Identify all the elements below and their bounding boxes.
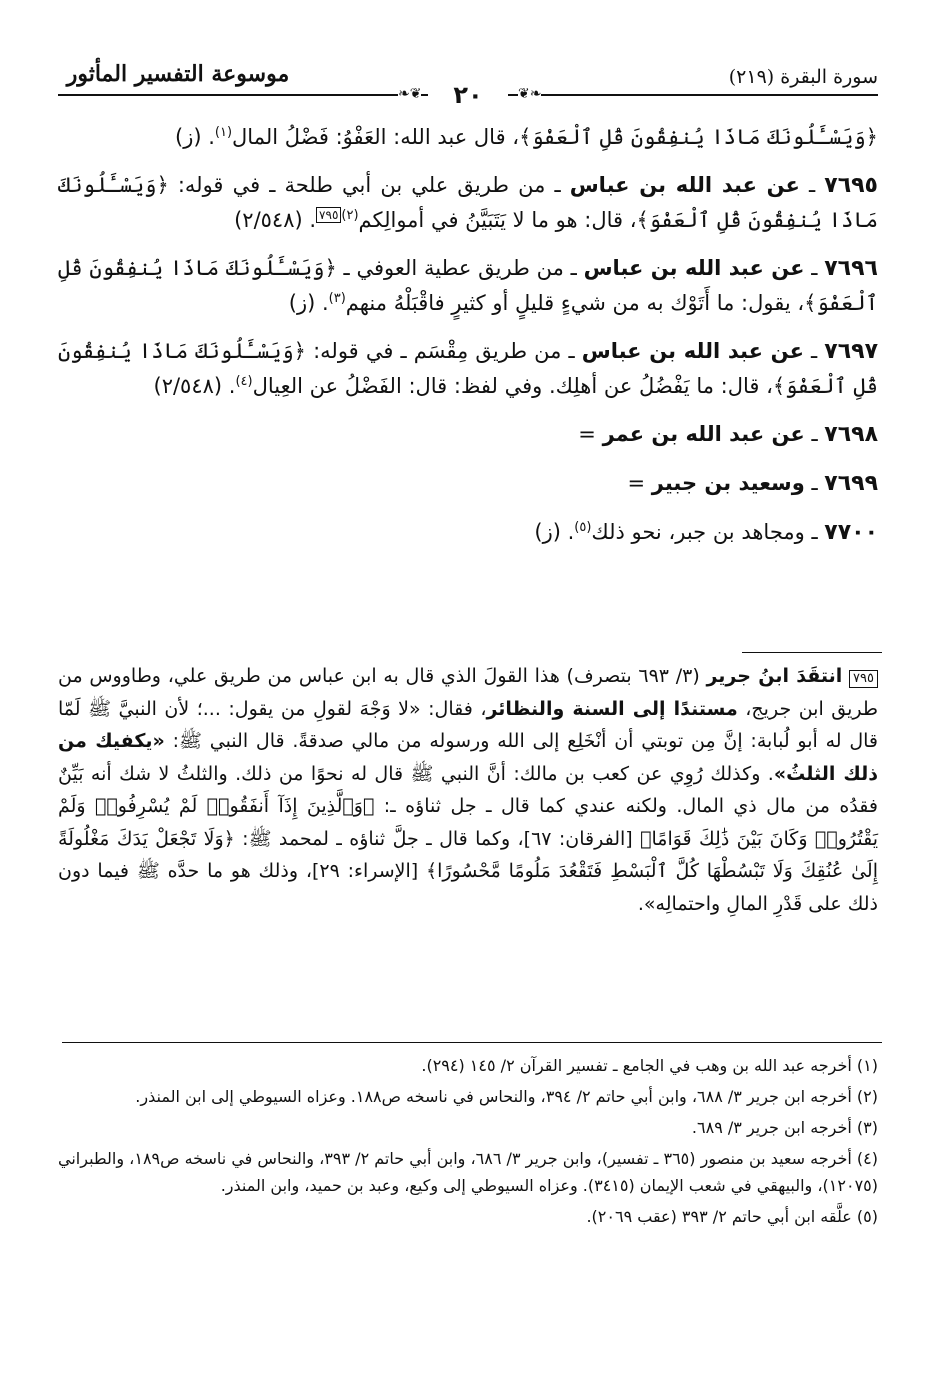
entry-number: ٧٦٩٥ <box>824 173 878 198</box>
commentary-ref-box: ٧٩٥ <box>316 207 341 223</box>
narrator: عن عبد الله بن عباس <box>569 173 800 197</box>
entry-number: ٧٦٩٩ <box>824 471 878 496</box>
footnote: (١) أخرجه عبد الله بن وهب في الجامع ـ تفسير القرآن ٢/ ١٤٥ (٢٩٤). <box>421 1056 878 1075</box>
commentary-lead: انتقَدَ ابنُ جرير <box>706 665 843 687</box>
footnotes <box>58 1052 878 1234</box>
narrator: عن عبد الله بن عمر <box>602 422 805 446</box>
quran-verse: ﴿وَٱلَّذِينَ إِذَآ أَنفَقُوا۟ لَمْ يُسْرِفُوا۟ وَلَمْ يَقْتُرُوا۟ وَكَانَ بَيْنَ ذَٰلِكَ قَوَامًا﴾ <box>58 795 879 850</box>
narrator: عن عبد الله بن عباس <box>583 256 805 280</box>
quran-verse: ﴿وَلَا تَجْعَلْ يَدَكَ مَغْلُولَةً إِلَىٰ عُنُقِكَ وَلَا تَبْسُطْهَا كُلَّ ٱلْبَسْطِ فَتَقْعُدَ مَلُومًا مَّحْسُورًا﴾ <box>58 827 879 882</box>
narrator: عن عبد الله بن عباس <box>581 339 804 363</box>
main-text <box>58 120 878 564</box>
intro-paragraph: ﴿وَيَسْـَٔلُونَكَ مَاذَا يُنفِقُونَ قُلِ ٱلْعَفْوَ﴾، قال عبد الله: العَفْوُ: فَضْلُ المال$^{(١)}$. (ز) <box>175 125 878 149</box>
footnote: (٤) أخرجه سعيد بن منصور (٣٦٥ ـ تفسير)، وابن جرير ٣/ ٦٨٦، وابن أبي حاتم ٢/ ٣٩٣، والنحاس في ناسخه ص١٨٩، والطبراني (١٢٠٧٥)، والبيهقي في شعب الإيمان (٣٤١٥). وعزاه السيوطي إلى وكيع، وعبد بن حميد، وابن المنذر. <box>58 1149 878 1195</box>
footnote-ref: (٢) <box>341 208 359 223</box>
footnote-ref: (٤) <box>235 374 253 389</box>
footnote-ref: (١) <box>214 125 233 140</box>
page-number: ٢٠ <box>428 80 508 110</box>
commentary-number-box: ٧٩٥ <box>849 670 878 688</box>
entry-7696: ٧٦٩٦ ـ عن عبد الله بن عباس ـ من طريق عطية العوفي ـ ﴿وَيَسْـَٔلُونَكَ مَاذَا يُنفِقُونَ قُلِ ٱلْعَفْوَ﴾، يقول: ما أَتَوْك به من شيءٍ قليلٍ أو كثيرٍ فاقْبَلْهُ منهم$^{(٣)}$. (ز) <box>58 256 878 315</box>
surah-title: سورة البقرة (٢١٩) <box>728 66 878 88</box>
entry-7698: ٧٦٩٨ ـ عن عبد الله بن عمر = <box>578 422 878 447</box>
ornament-icon: ❧❦ <box>518 86 542 102</box>
entry-7700: ٧٧٠٠ ـ ومجاهد بن جبر، نحو ذلك$^{(٥)}$. (ز) <box>534 520 878 545</box>
footnote: (٣) أخرجه ابن جرير ٣/ ٦٨٩. <box>691 1118 878 1137</box>
entry-number: ٧٦٩٦ <box>824 256 878 281</box>
footnotes-rule <box>62 1042 882 1043</box>
entry-7699: ٧٦٩٩ ـ وسعيد بن جبير = <box>627 471 878 496</box>
entry-number: ٧٦٩٧ <box>824 339 878 364</box>
quran-verse: ﴿وَيَسْـَٔلُونَكَ مَاذَا يُنفِقُونَ قُلِ ٱلْعَفْوَ﴾ <box>58 256 878 315</box>
entry-7697: ٧٦٩٧ ـ عن عبد الله بن عباس ـ من طريق مِقْسَم ـ في قوله: ﴿وَيَسْـَٔلُونَكَ مَاذَا يُنفِقُونَ قُلِ ٱلْعَفْوَ﴾، قال: ما يَفْضُلُ عن أهلِك. وفي لفظ: قال: الفَضْلُ عن العِيال$^{(٤)}$. (٢/٥٤٨) <box>58 339 878 398</box>
ornament-icon: ❦❧ <box>398 86 422 102</box>
entry-number: ٧٧٠٠ <box>824 520 878 545</box>
footnote: (٥) علَّقه ابن أبي حاتم ٢/ ٣٩٣ (عقب ٢٠٦٩). <box>586 1207 878 1226</box>
running-header <box>58 54 878 110</box>
commentary-rule <box>742 652 882 653</box>
quran-verse: ﴿وَيَسْـَٔلُونَكَ مَاذَا يُنفِقُونَ قُلِ ٱلْعَفْوَ﴾ <box>58 339 878 398</box>
book-title: موسوعة التفسير المأثور <box>66 61 290 87</box>
entry-7695: ٧٦٩٥ ـ عن عبد الله بن عباس ـ من طريق علي بن أبي طلحة ـ في قوله: ﴿وَيَسْـَٔلُونَكَ مَاذَا يُنفِقُونَ قُلِ ٱلْعَفْوَ﴾، قال: هو ما لا يَتَبَيَّنُ في أموالِكم$^{(٢)}$٧٩٥. (٢/٥٤٨) <box>58 173 878 232</box>
footnote: (٢) أخرجه ابن جرير ٣/ ٦٨٨، وابن أبي حاتم ٢/ ٣٩٤، والنحاس في ناسخه ص١٨٨. وعزاه السيوطي إلى ابن المنذر. <box>135 1087 878 1106</box>
footnote-ref: (٣) <box>328 291 346 306</box>
narrator: وسعيد بن جبير <box>651 471 805 495</box>
commentary-block: ٧٩٥ انتقَدَ ابنُ جرير (٣/ ٦٩٣ بتصرف) هذا القولَ الذي قال به ابن عباس من طريق علي، وطاووس من طريق ابن جريج، مستندًا إلى السنة والنظائر، فقال: «لا وَجْهَ لقولِ من يقول: ...؛ لأن النبيَّ ﷺ لَمّا قال له أبو لُبابة: إنَّ مِن توبتي أن أنْخَلِع إلى الله ورسوله من مالي صدقةً. قال النبي ﷺ: «يكفيك من ذلك الثلثُ». وكذلك رُوِي عن كعب بن مالك: أنَّ النبي ﷺ قال له نحوًا من ذلك. والثلثُ لا شك أنه بَيِّنٌ فقدُه من مال ذي المال. ولكنه عندي كما قال ـ جل ثناؤه ـ: ﴿وَٱلَّذِينَ إِذَآ أَنفَقُوا۟ لَمْ يُسْرِفُوا۟ وَلَمْ يَقْتُرُوا۟ وَكَانَ بَيْنَ ذَٰلِكَ قَوَامًا﴾ [الفرقان: ٦٧]، وكما قال ـ جلَّ ثناؤه ـ لمحمد ﷺ: ﴿وَلَا تَجْعَلْ يَدَكَ مَغْلُولَةً إِلَىٰ عُنُقِكَ وَلَا تَبْسُطْهَا كُلَّ ٱلْبَسْطِ فَتَقْعُدَ مَلُومًا مَّحْسُورًا﴾ [الإسراء: ٢٩]، وذلك هو ما حدَّه ﷺ فيما دون ذلك على قَدْرِ المالِ واحتمالِه». <box>58 665 879 915</box>
quran-verse: ﴿وَيَسْـَٔلُونَكَ مَاذَا يُنفِقُونَ قُلِ ٱلْعَفْوَ﴾ <box>58 173 878 232</box>
quran-verse: ﴿وَيَسْـَٔلُونَكَ مَاذَا يُنفِقُونَ قُلِ ٱلْعَفْوَ﴾ <box>519 125 878 149</box>
footnote-ref: (٥) <box>574 520 592 535</box>
entry-number: ٧٦٩٨ <box>824 422 878 447</box>
